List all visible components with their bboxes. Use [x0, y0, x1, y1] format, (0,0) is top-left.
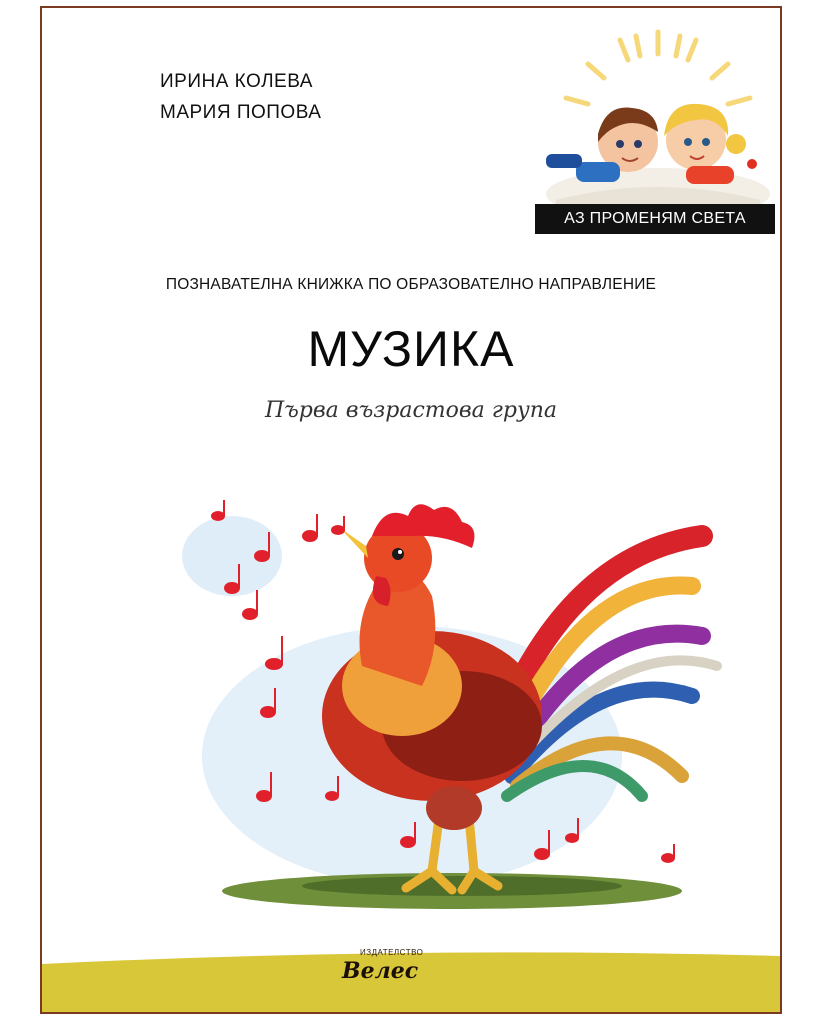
children-reading-illustration — [536, 24, 780, 224]
sun-rays — [566, 32, 750, 104]
series-badge: АЗ ПРОМЕНЯМ СВЕТА — [535, 204, 775, 234]
age-group-label: Първа възрастова група — [264, 398, 558, 423]
author-2: МАРИЯ ПОПОВА — [160, 102, 322, 123]
authors-block — [160, 66, 321, 128]
rooster-beak — [340, 528, 368, 558]
book-cover — [40, 6, 782, 1014]
book-type-label: ПОЗНАВАТЕЛНА КНИЖКА ПО ОБРАЗОВАТЕЛНО НАПРАВЛЕНИЕ — [165, 276, 657, 293]
publisher-logo: Велес — [342, 958, 419, 984]
author-1: ИРИНА КОЛЕВА — [160, 71, 313, 92]
rooster-illustration — [162, 496, 722, 916]
page-title: МУЗИКА — [307, 321, 515, 377]
publisher-label: ИЗДАТЕЛСТВО — [360, 948, 424, 957]
